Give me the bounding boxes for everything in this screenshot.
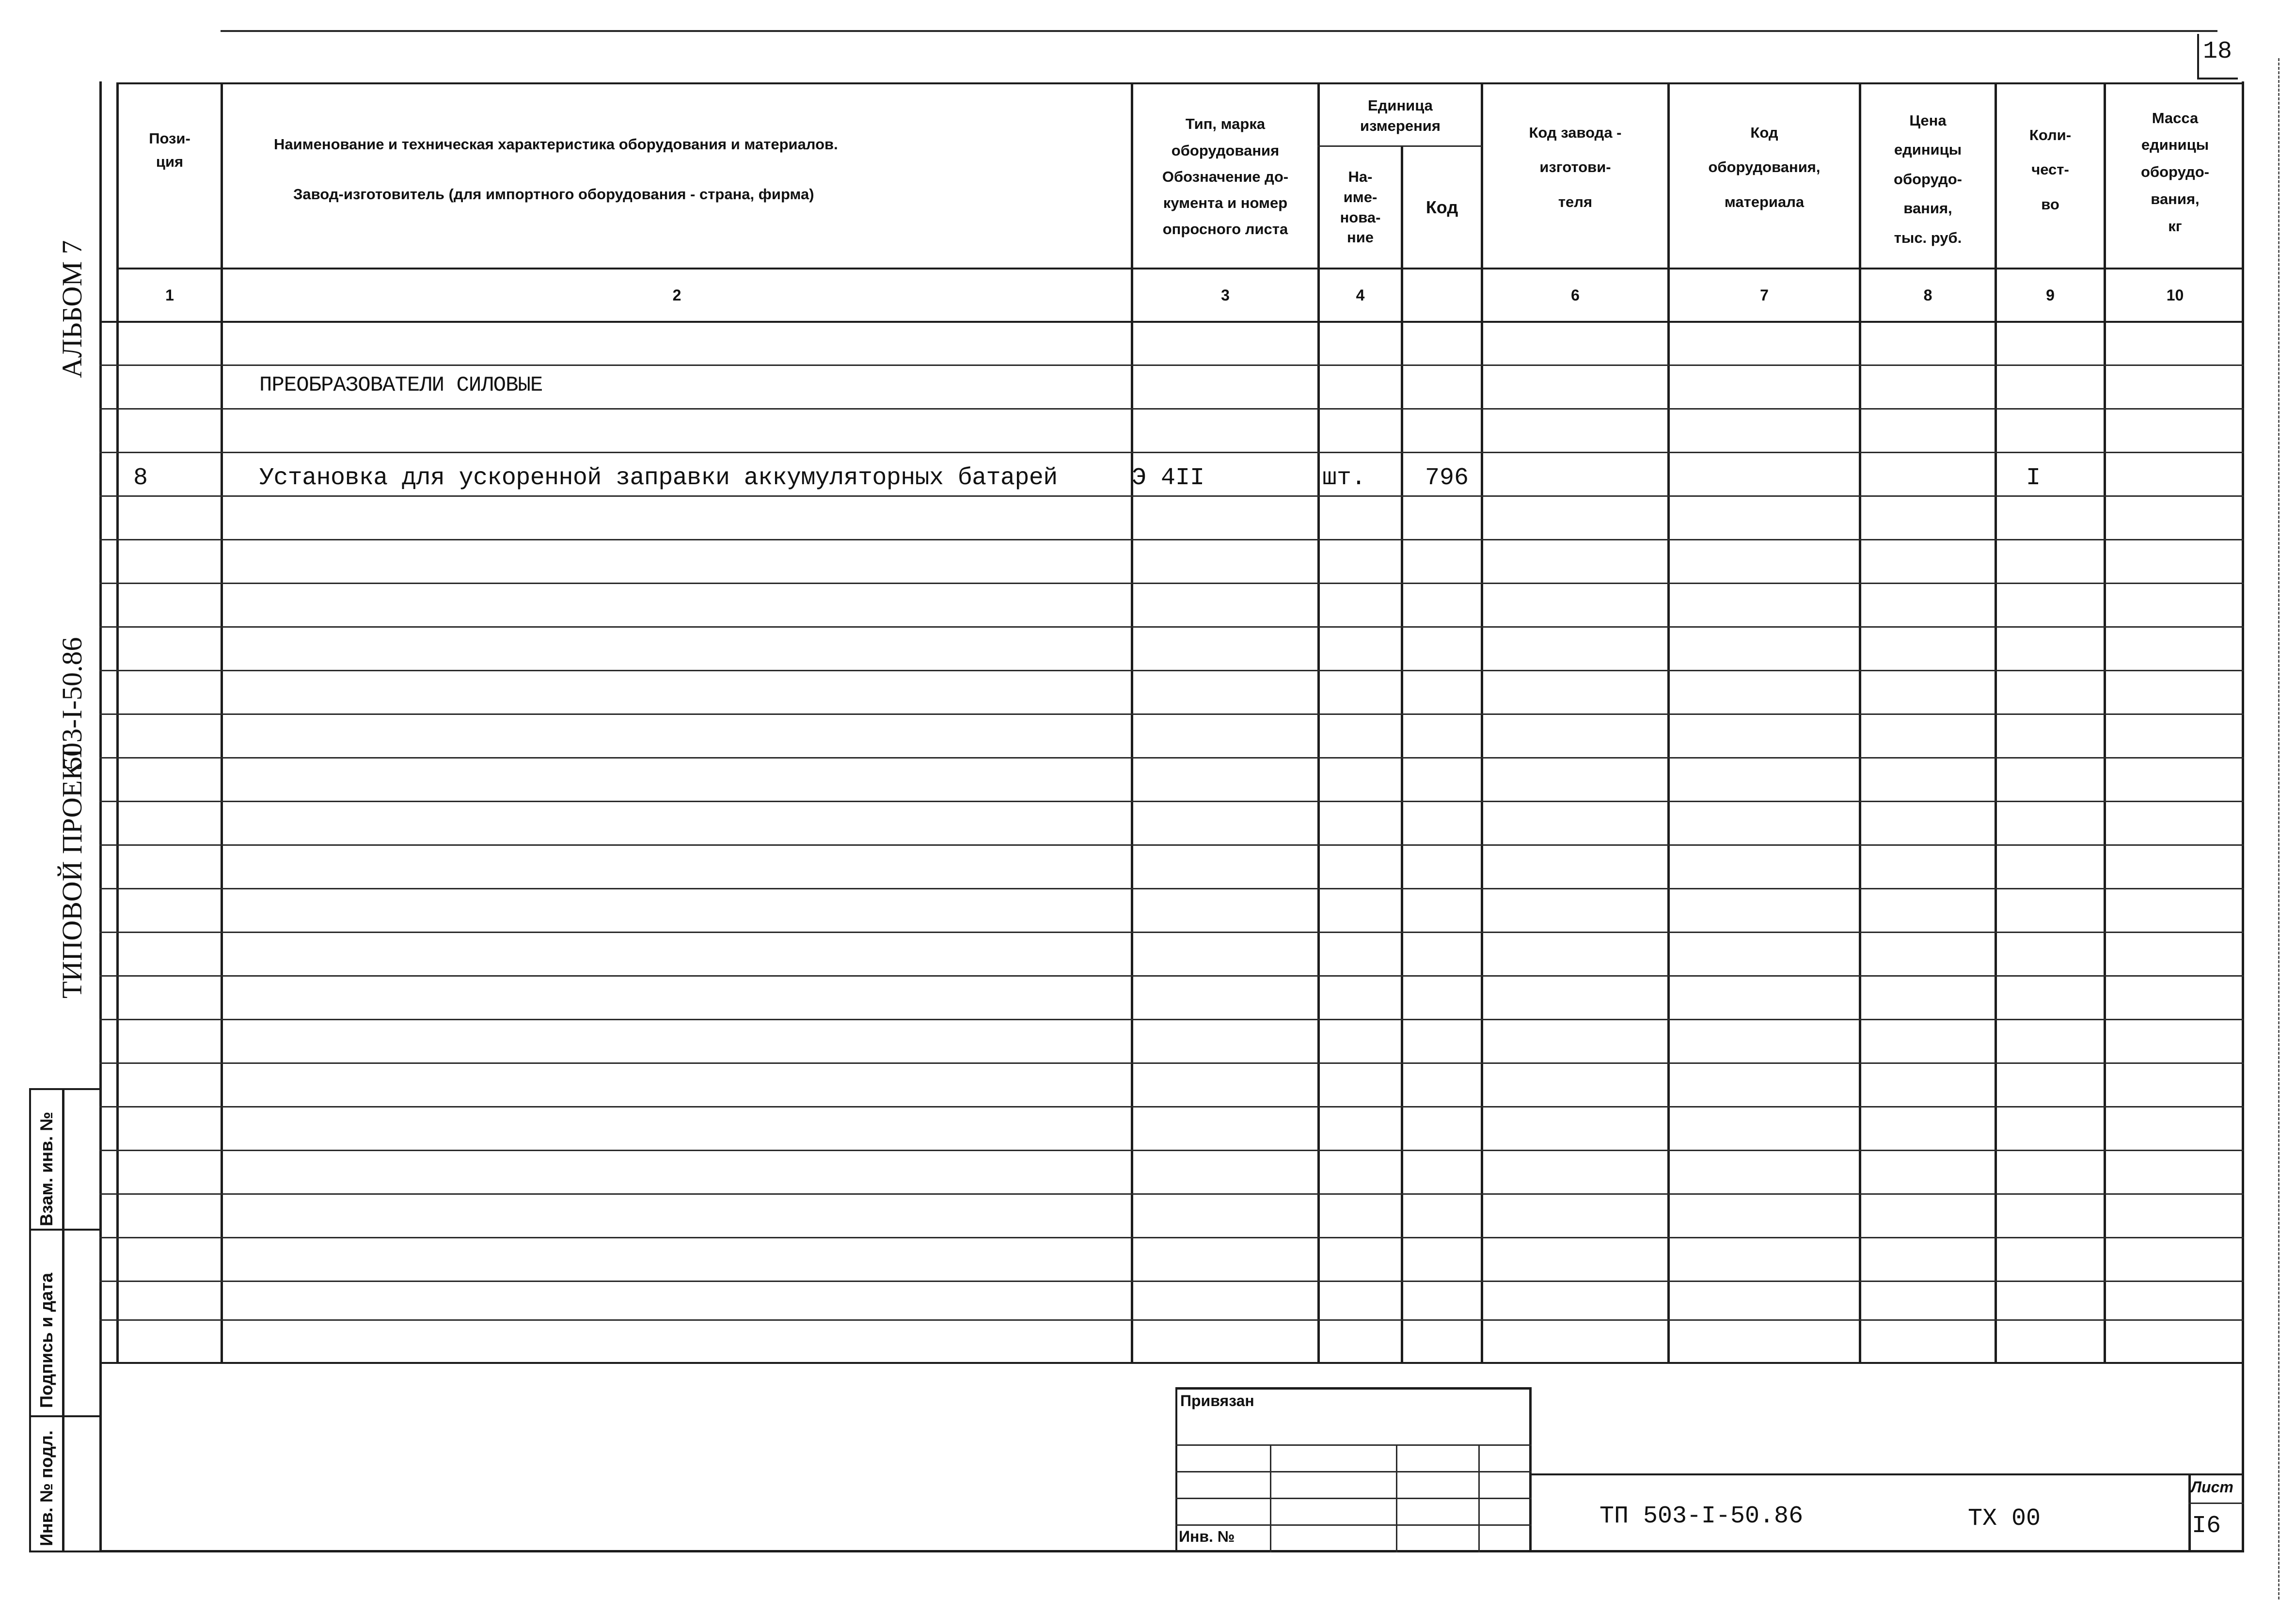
- right-edge-line: [2278, 58, 2280, 1599]
- stamp-inv-replacement: Взам. инв. №: [36, 1111, 56, 1226]
- project-code-label: 503-I-50.86: [56, 637, 88, 771]
- row-quantity: I: [2026, 464, 2041, 492]
- column-number: 10: [2166, 286, 2184, 304]
- column-number: 4: [1356, 286, 1365, 304]
- inv-number-label: Инв. №: [1179, 1528, 1235, 1545]
- row-unit: шт.: [1322, 464, 1366, 492]
- column-number: 9: [2046, 286, 2055, 304]
- header-manufacturer-code: Код завода - изготови- теля: [1529, 124, 1622, 210]
- project-type-label: ТИПОВОЙ ПРОЕКТ: [56, 744, 88, 998]
- header-name-line2: Завод-изготовитель (для импортного оборудования - страна, фирма): [293, 186, 814, 203]
- row-name: Установка для ускоренной заправки аккумуляторных батарей: [259, 464, 1058, 492]
- header-position: Пози- ция: [149, 129, 190, 170]
- column-number: 6: [1571, 286, 1580, 304]
- sheet-label: Лист: [2191, 1478, 2233, 1496]
- binding-label: Привязан: [1180, 1392, 1254, 1409]
- column-number: [1403, 269, 1481, 321]
- header-unit-code: Код: [1425, 197, 1458, 217]
- header-quantity: Коли- чест- во: [2029, 127, 2072, 213]
- column-number: 2: [672, 286, 681, 304]
- corner-sheet-number: 18: [2203, 38, 2233, 65]
- header-type: Тип, марка оборудования Обозначение до- кумента и номер опросного листа: [1162, 115, 1289, 238]
- header-equipment-code: Код оборудования, материала: [1708, 124, 1821, 210]
- table-top-line: [116, 82, 2244, 84]
- top-border-line: [221, 30, 2217, 32]
- stamp-sign-date: Подпись и дата: [36, 1273, 56, 1408]
- header-price: Цена единицы оборудо- вания, тыс. руб.: [1894, 111, 1962, 246]
- stamp-inv-original: Инв. № подл.: [36, 1430, 56, 1546]
- header-mass: Масса единицы оборудо- вания, кг: [2141, 109, 2209, 235]
- column-number: 1: [165, 286, 174, 304]
- row-position: 8: [133, 464, 148, 492]
- album-label: АЛЬБОМ 7: [56, 240, 88, 378]
- row-type: Э 4II: [1132, 464, 1205, 492]
- header-unit-name: На- име- нова- ние: [1340, 168, 1381, 246]
- numbers-bottom-line: [99, 321, 2244, 323]
- column-number: 3: [1221, 286, 1230, 304]
- header-name-line1: Наименование и техническая характеристика оборудования и материалов.: [274, 136, 838, 153]
- header-unit: Единица измерения: [1360, 97, 1441, 134]
- document-code: ТП 503-I-50.86: [1599, 1503, 1804, 1530]
- row-unit-code: 796: [1425, 464, 1469, 492]
- title-block-top-line: [1532, 1473, 2244, 1475]
- sheet-number: I6: [2192, 1512, 2221, 1540]
- sheet-set-code: ТХ 00: [1968, 1505, 2041, 1533]
- column-number: 7: [1760, 286, 1769, 304]
- column-number: 8: [1923, 286, 1932, 304]
- table-bottom-line: [99, 1362, 2244, 1364]
- section-title: ПРЕОБРАЗОВАТЕЛИ СИЛОВЫЕ: [259, 373, 543, 397]
